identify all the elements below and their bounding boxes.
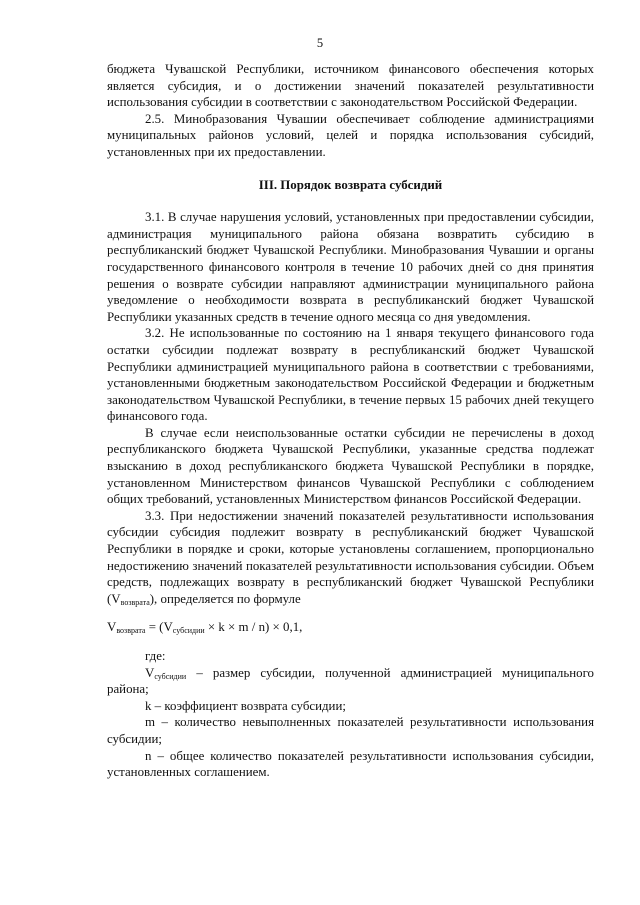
formula-lhs: V [107, 620, 117, 635]
page-number: 5 [316, 36, 324, 50]
formula-rhs-subscript: субсидии [172, 626, 205, 636]
paragraph-3-3-text: 3.3. При недостижении значений показателей результативности использования субсидии субсидия подлежит возврату в республиканский бюджет Чувашской Республики в порядке и сроки, которые установлены соглашением, пропорционально недостижению значений показателей результативности использования субсидии. Объем средств, подлежащих возврату в республиканский бюджет Чувашской Республики (V [107, 508, 594, 606]
formula-rest: × k × m / n) × 0,1, [204, 620, 303, 635]
definition-v [107, 665, 594, 698]
where-label: где: [145, 649, 166, 663]
paragraph-unspent-balances: В случае если неиспользованные остатки субсидии не перечислены в доход республиканского бюджета Чувашской Республики, указанные средства подлежат взысканию в доход республиканского бюджета Чувашской Республики в порядке, установленном Министерством финансов Чувашской Республики с соблюдением общих требований, установленных Министерством финансов Российской Федерации. [107, 425, 594, 507]
paragraph-3-1: 3.1. В случае нарушения условий, установленных при предоставлении субсидии, администрация муниципального района обязана возвратить субсидию в республиканский бюджет Чувашской Республики. Минобразования Чувашии и органы государственного финансового контроля в течение 10 рабочих дней со дня принятия решения о возврате субсидии направляют администрации муниципального района уведомление о необходимости возврата в республиканский бюджет Чувашской Республики указанных средств в течение одного месяца со дня уведомления. [107, 210, 594, 324]
definition-m: m – количество невыполненных показателей результативности использования субсидии; [107, 715, 594, 746]
definition-v-letter: V [145, 665, 155, 680]
formula-eq-open: = (V [145, 620, 173, 635]
definition-v-text: – размер субсидии, полученной администрацией муниципального района; [107, 665, 594, 697]
document-body [107, 61, 594, 781]
definition-k: k – коэффициент возврата субсидии; [145, 698, 346, 713]
section-heading: III. Порядок возврата субсидий [258, 177, 443, 192]
paragraph-3-3 [107, 508, 594, 608]
formula-lhs-subscript: возврата [116, 626, 146, 636]
paragraph-3-2: 3.2. Не использованные по состоянию на 1 января текущего финансового года остатки субсидии подлежат возврату в республиканский бюджет Чувашской Республики администрацией муниципального района в соответствии с требованиями, установленными бюджетным законодательством Российской Федерации и бюджетным законодательством Чувашской Республики, в течение первых 15 рабочих дней текущего финансового года. [107, 326, 594, 424]
formula [107, 619, 594, 636]
paragraph-3-3-tail: ), определяется по формуле [149, 591, 301, 606]
paragraph-continuation: бюджета Чувашской Республики, источником финансового обеспечения которых является субсидия, и о достижении значений показателей результативности использования субсидии в соответствии с законодательством Российской Федерации. [107, 62, 594, 110]
paragraph-2-5: 2.5. Минобразования Чувашии обеспечивает соблюдение администрациями муниципальных районов условий, целей и порядка использования субсидий, установленных при их предоставлении. [107, 111, 594, 159]
definition-v-subscript: субсидии [154, 671, 187, 681]
paragraph-3-3-subscript: возврата [120, 597, 150, 607]
definition-n: n – общее количество показателей результативности использования субсидии, установленных соглашением. [107, 748, 594, 780]
